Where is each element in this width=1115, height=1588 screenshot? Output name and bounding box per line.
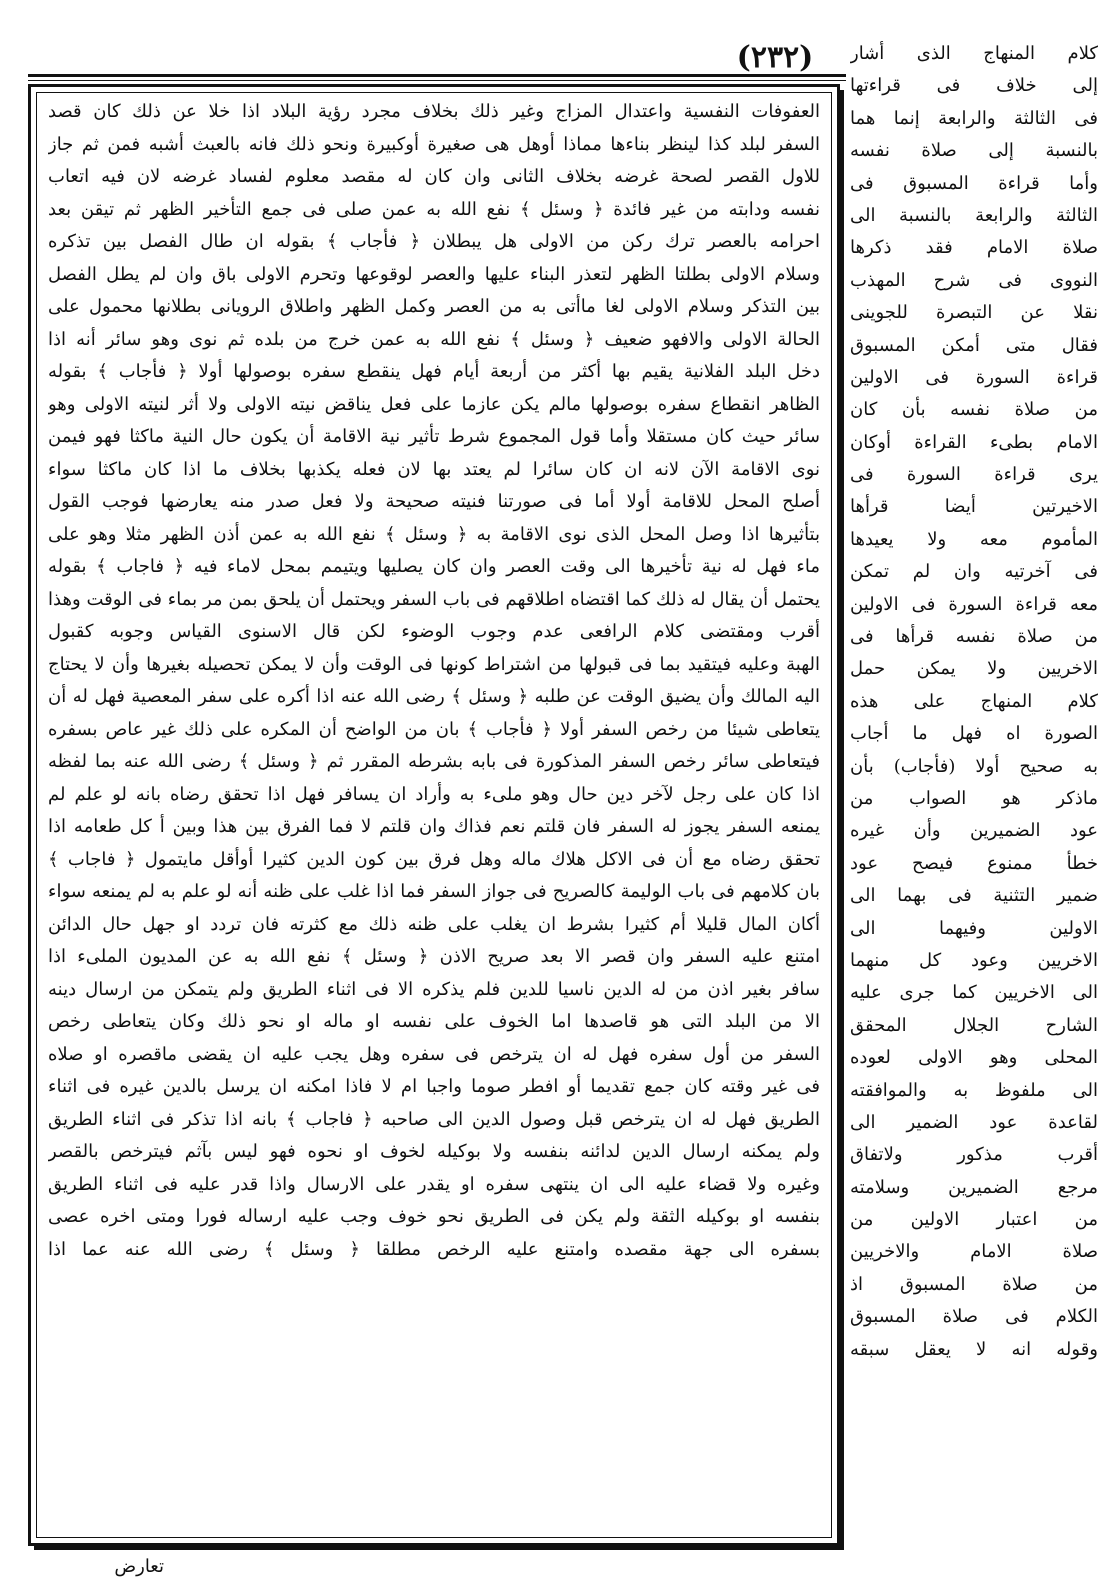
margin-text-line: صلاة الامام والاخريين <box>850 1241 1098 1263</box>
main-text-line: أصلح المحل للاقامة أولا أما فى صورتنا فنيته صحيحة ولا فعل صدر منه يعارضها فوجب القول <box>48 491 820 512</box>
header-rule-thin <box>28 80 846 81</box>
margin-text-line: إلى خلاف فى قراءتها <box>850 75 1098 97</box>
main-text-line: اليه المالك وأن يضيق الوقت عن طلبه ﴿ وسئل ﴾ رضى الله عنه اذا أكره على سفر المعصية فهل له أن <box>48 686 820 707</box>
margin-text-line: أقرب مذكور ولاتفاق <box>850 1144 1098 1166</box>
main-text-line: احرامه بالعصر ترك ركن من الاولى هل يبطلان ﴿ فأجاب ﴾ بقوله ان طال الفصل بين تذكره <box>48 231 820 252</box>
margin-text-line: الى الاخريين كما جرى عليه <box>850 982 1098 1004</box>
margin-text-line: المأموم معه ولا يعيدها <box>850 528 1098 550</box>
header-rule <box>28 74 846 77</box>
main-text-line: فى غير وقته كان جمع تقديما أو افطر صوما واجبا ام لا فاذا امكنه ان يرسل بالدين غيره فى اثناء <box>48 1076 820 1097</box>
main-text-line: السفر من أول سفره فهل له ان يترخص فى سفره وهل يجب عليه ان يقضى ماقصره او صلاه <box>48 1043 820 1065</box>
margin-text-line: الصورة اه فهل ما أجاب <box>850 723 1098 745</box>
margin-text-line: ضمير التثنية فى بهما الى <box>850 885 1098 907</box>
margin-text-line: وأما قراءة المسبوق فى <box>850 172 1098 194</box>
margin-text-line: فى آخرتيه وان لم تمكن <box>850 561 1098 583</box>
main-text-line: ماء فهل له نية تأخيرها الى وقت العصر وان كان يصليها ويتيمم بمحل لاماء فيه ﴿ فاجاب ﴾ بقوله <box>48 556 820 577</box>
frame-shadow-bottom <box>34 1546 844 1550</box>
main-text-line: يحتمل أن يقال له ذلك كما اقتضاه اطلاقهم فى باب السفر ويحتمل أن يلحق بمن مر بماء فى الوقت وهذا <box>48 588 820 610</box>
margin-text-line: الثالثة والرابعة بالنسبة الى <box>850 204 1098 226</box>
main-text-line: أكان المال قليلا أم كثيرا بشرط ان يغلب على ظنه ذلك مع كثرته فان تردد او جهل حال الدائن <box>48 913 820 935</box>
frame-shadow-right <box>840 90 844 1548</box>
main-text-line: السفر لبلد كذا لينظر بناءها مماذا أوهل هى صغيرة أوكبيرة ونحو ذلك فانه بالعبث أشبه فمن ثم جاز <box>48 133 820 155</box>
main-text-line: سافر بغير اذن من له الدين ناسيا للدين فلم يذكره الا فى اثناء الطريق ولم يتمكن من ارسال دينه <box>48 978 820 1000</box>
main-text-block <box>48 96 820 1536</box>
margin-text-line: صلاة الامام فقد ذكرها <box>850 237 1098 259</box>
margin-text-line: خطأ ممنوع فيصح عود <box>850 852 1098 874</box>
main-text-line: العفوفات النفسية واعتدال المزاج وغير ذلك بخلاف مجرد رؤية البلاد اذا خلا عن ذلك كان قصد <box>48 101 820 122</box>
margin-text-line: الى ملفوظ به والموافقته <box>850 1079 1098 1101</box>
margin-text-line: به صحيح أولا (فأجاب) بأن <box>850 755 1098 777</box>
main-text-line: دخل البلد الفلانية يقيم بها أكثر من أربعة أيام فهل ينقطع سفره بوصولها أولا ﴿ فأجاب ﴾ بقوله <box>48 361 820 382</box>
main-text-line: امتنع عليه السفر وان قصر الا بعد صريح الاذن ﴿ وسئل ﴾ نفع الله به عن المديون الملىء اذا <box>48 946 820 967</box>
main-text-line: بين التذكر وسلام الاولى لغا ماأتى به من العصر وكمل الظهر واطلاق الرويانى بطلانها محمول على <box>48 296 820 317</box>
margin-text-line: المحلى وهو الاولى لعوده <box>850 1047 1098 1069</box>
margin-text-line: من اعتبار الاولين من <box>850 1209 1098 1231</box>
margin-text-line: ماذكر هو الصواب من <box>850 787 1098 809</box>
margin-text-line: يرى قراءة السورة فى <box>850 464 1098 486</box>
margin-commentary <box>850 38 1098 1558</box>
main-text-line: أقرب ومقتضى كلام الرافعى عدم وجوب الوضوء لكن قال الاسنوى القياس وجوبه كقبول <box>48 621 820 642</box>
margin-text-line: الاخريين وعود كل منهما <box>850 949 1098 971</box>
margin-text-line: من صلاة المسبوق اذ <box>850 1273 1098 1295</box>
margin-text-line: من صلاة نفسه قرأها فى <box>850 626 1098 648</box>
margin-text-line: من صلاة نفسه بأن كان <box>850 399 1098 421</box>
main-text-line: بان كلامهم فى باب الوليمة كالصريح فى جواز السفر فما اذا غلب على ظنه أنه لو علم به لم يمنعه سواء <box>48 881 820 902</box>
margin-text-line: لقاعدة عود الضمير الى <box>850 1111 1098 1133</box>
main-text-line: نوى الاقامة الآن لانه ان كان سائرا لم يعتد بها لان فعله يكذبها بخلاف ما اذا كان ماكثا سواء <box>48 458 820 480</box>
margin-text-line: النووى فى شرح المهذب <box>850 269 1098 291</box>
main-text-line: الحالة الاولى والافهو ضعيف ﴿ وسئل ﴾ نفع الله به عمن خرج من بلده ثم نوى وهو سائر أنه اذا <box>48 328 820 350</box>
main-text-line: فيتعاطى سائر رخص السفر المذكورة فى بابه بشرطه المقرر ثم ﴿ وسئل ﴾ رضى الله عنه بما لفظه <box>48 751 820 772</box>
margin-text-line: مرجع الضميرين وسلامته <box>850 1176 1098 1198</box>
margin-text-line: الكلام فى صلاة المسبوق <box>850 1306 1098 1328</box>
main-text-line: يمنعه السفر يجوز له السفر فان قلتم نعم فذاك وان قلتم لا فما الفرق بين هذا وبين أ كل طعامه اذا <box>48 816 820 837</box>
margin-text-line: كلام المنهاج على هذه <box>850 690 1098 712</box>
main-text-line: اذا كان على رجل لآخر دين حال وهو ملىء به وأراد ان يسافر فهل اذا تحقق رضاه بانه لو علم لم <box>48 783 820 805</box>
margin-text-line: الاولين وفيهما الى <box>850 917 1098 939</box>
margin-text-line: فقال متى أمكن المسبوق <box>850 334 1098 356</box>
main-text-line: بسفره الى جهة مقصده وامتنع عليه الرخص مطلقا ﴿ وسئل ﴾ رضى الله عنه عما اذا <box>48 1238 820 1260</box>
page-number: (٢٣٢) <box>736 40 814 75</box>
main-text-line: وسلام الاولى بطلتا الظهر لتعذر البناء عليها والعصر لوقوعها وتحرم الاولى باق وان لم يطل الفصل <box>48 263 820 285</box>
main-text-line: ولم يمكنه ارسال الدين لدائنه بنفسه ولا بوكيله لخوف او نحوه فهو ليس بآثم فيترخص بالقصر <box>48 1141 820 1162</box>
main-text-line: الهبة وعليه فيتقيد بما فى قبولها من اشتراط كونها فى الوقت وأن لا يمكن تحصيله بغيرها وأن لا يحتاج <box>48 653 820 675</box>
margin-text-line: كلام المنهاج الذى أشار <box>850 43 1098 64</box>
margin-text-line: وقوله انه لا يعقل سبقه <box>850 1338 1098 1360</box>
main-text-line: سائر حيث كان مستقلا وأما قول المجموع شرط تأثير نية الاقامة أن يكون حال النية ماكثا فهو فيمن <box>48 426 820 447</box>
main-text-line: تحقق رضاه مع أن فى الاكل هلاك ماله وهل فرق بين كون الدين كثيرا أوأقل مايتمول ﴿ فاجاب ﴾ <box>48 848 820 870</box>
main-text-line <box>48 1266 820 1299</box>
margin-text-line: قراءة السورة فى الاولين <box>850 366 1098 388</box>
margin-text-line: الامام بطىء القراءة أوكان <box>850 431 1098 453</box>
main-text-line: نفسه ودابته من غير فائدة ﴿ وسئل ﴾ نفع الله به عمن صلى فى جمع التأخير الظهر ثم تيقن بعد <box>48 198 820 220</box>
main-text-line: بنفسه او بوكيله الثقة ولم يكن فى الطريق نحو خوف وجب عليه ارساله فورا ومتى اخره عصى <box>48 1206 820 1227</box>
margin-text-line: بالنسبة إلى صلاة نفسه <box>850 140 1098 162</box>
catchword: تعارض <box>114 1556 164 1577</box>
main-text-line: الا من البلد التى هو قاصدها اما الخوف على نفسه او ماله او نحو ذلك وكان يتعاطى رخص <box>48 1011 820 1032</box>
margin-text-line: الاخيرتين أيضا قرأها <box>850 496 1098 518</box>
main-text-line: الطريق فهل له ان يترخص قبل وصول الدين الى صاحبه ﴿ فاجاب ﴾ بانه اذا تذكر فى اثناء الطريق <box>48 1108 820 1130</box>
main-text-line: بتأثيرها اذا وصل المحل الذى نوى الاقامة به ﴿ وسئل ﴾ نفع الله به عمن أذن الظهر مثلا وهو على <box>48 523 820 545</box>
margin-text-line: معه قراءة السورة فى الاولين <box>850 593 1098 615</box>
margin-text-line: نقلا عن التبصرة للجوينى <box>850 302 1098 324</box>
main-text-line: الظاهر انقطاع سفره بوصولها مالم يكن عازما على فعل يناقض نيته الاولى ولا أثر لنيته الاولى وهو <box>48 393 820 415</box>
margin-text-line: الاخريين ولا يمكن حمل <box>850 658 1098 680</box>
main-text-line: يتعاطى شيئا من رخص السفر أولا ﴿ فأجاب ﴾ بان من الواضح أن المكره على ذلك غير عاص بسفره <box>48 718 820 740</box>
margin-text-line: الشارح الجلال المحقق <box>850 1014 1098 1036</box>
margin-text-line: عود الضميرين وأن غيره <box>850 820 1098 842</box>
main-text-line: للاول القصر لصحة غرضه بخلاف الثانى وان كان له مقصد معلوم لفساد غرضه لان فيه اتعاب <box>48 166 820 187</box>
main-text-line: وغيره ولا قضاء عليه الى ان ينتهى سفره او يقدر على الارسال واذا قدر عليه فى اثناء الطريق <box>48 1173 820 1195</box>
margin-text-line: فى الثالثة والرابعة إنما هما <box>850 107 1098 129</box>
